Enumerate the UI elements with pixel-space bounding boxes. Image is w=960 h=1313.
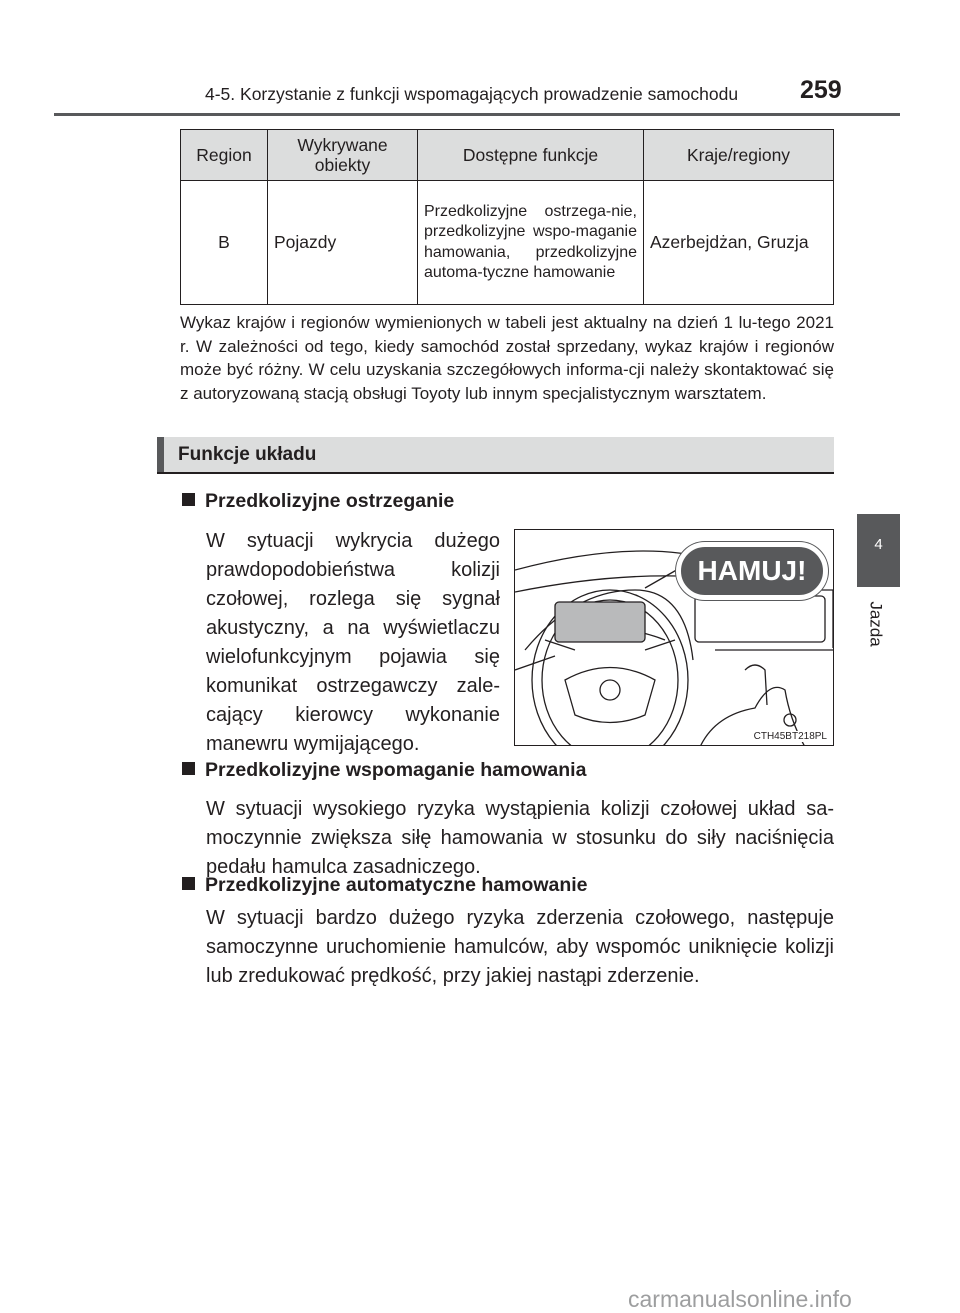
item-title: Przedkolizyjne ostrzeganie bbox=[205, 490, 455, 512]
table-row bbox=[181, 181, 834, 305]
regions-table bbox=[180, 129, 834, 305]
table-header-cell: Kraje/regiony bbox=[644, 130, 834, 181]
item-body: W sytuacji bardzo dużego ryzyka zderzenia czołowego, następuje samoczynne uruchomienie hamulców, aby wspomóc uniknięcie kolizji lub zredukować prędkość, przy jakiej nastąpi zderzenie. bbox=[206, 907, 834, 987]
table-cell-objects: Pojazdy bbox=[268, 181, 418, 305]
item-title: Przedkolizyjne wspomaganie hamowania bbox=[205, 759, 587, 781]
watermark: carmanualsonline.info bbox=[628, 1286, 852, 1312]
item-heading bbox=[182, 759, 586, 782]
square-bullet-icon bbox=[182, 877, 195, 890]
page-number: 259 bbox=[800, 76, 842, 104]
header-divider bbox=[54, 113, 900, 116]
table-header-row bbox=[181, 130, 834, 181]
chapter-label bbox=[861, 596, 897, 656]
chapter-tab bbox=[857, 514, 900, 587]
table-cell-functions: Przedkolizyjne ostrzega-nie, przedkolizyjne wspo-maganie hamowania, przedkolizyjne automa-tyczne hamowanie bbox=[418, 181, 644, 305]
section-title: Funkcje układu bbox=[178, 444, 317, 465]
chapter-label-text: Jazda bbox=[866, 601, 886, 647]
square-bullet-icon bbox=[182, 493, 195, 506]
table-header-cell: Region bbox=[181, 130, 268, 181]
table-header-cell: Wykrywane obiekty bbox=[268, 130, 418, 181]
item-heading bbox=[182, 490, 454, 513]
square-bullet-icon bbox=[182, 762, 195, 775]
table-cell-countries: Azerbejdżan, Gruzja bbox=[644, 181, 834, 305]
table-cell-region: B bbox=[181, 181, 268, 305]
item-body: W sytuacji wykrycia dużego prawdopodobieństwa kolizji czołowej, rozlega się sygnał akustyczny, a na wyświetlaczu wielofunkcyjnym pojawia się komunikat ostrzegawczy zale-cający kierowcy wykonanie manewru wymijającego. bbox=[206, 530, 500, 755]
section-heading bbox=[157, 437, 834, 472]
item-title: Przedkolizyjne automatyczne hamowanie bbox=[205, 874, 588, 896]
dashboard-illustration bbox=[514, 529, 834, 746]
table-header-cell: Dostępne funkcje bbox=[418, 130, 644, 181]
brake-warning-message: HAMUJ! bbox=[676, 542, 828, 600]
illustration-code: CTH45BT218PL bbox=[753, 731, 827, 742]
chapter-number: 4 bbox=[874, 536, 883, 553]
item-body: W sytuacji wysokiego ryzyka wystąpienia kolizji czołowej układ sa-moczynnie zwiększa siłę hamowania w stosunku do siły naciśnięcia pedału hamulca zasadniczego. bbox=[206, 798, 834, 878]
item-heading bbox=[182, 874, 588, 897]
running-header: 4-5. Korzystanie z funkcji wspomagających prowadzenie samochodu bbox=[205, 84, 739, 104]
section-divider bbox=[157, 472, 834, 474]
table-note: Wykaz krajów i regionów wymienionych w tabeli jest aktualny na dzień 1 lu-tego 2021 r. W zależności od tego, kiedy samochód został sprzedany, wykaz krajów i regionów może być różny. W celu uzyskania szczegółowych informa-cji należy skontaktować się z autoryzowaną stacją obsługi Toyoty lub innym specjalistycznym warsztatem. bbox=[180, 313, 834, 403]
